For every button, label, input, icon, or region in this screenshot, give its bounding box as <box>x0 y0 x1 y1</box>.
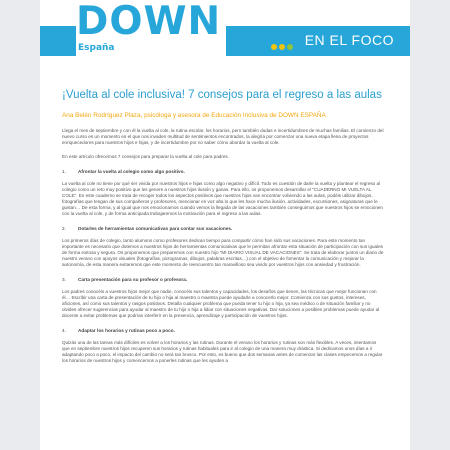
down-espana-logo[interactable] <box>76 2 226 62</box>
article-title: ¡Vuelta al cole inclusiva! 7 consejos para el regreso a las aulas <box>62 89 382 101</box>
tip-number: 1. <box>62 169 66 175</box>
article-byline: Ana Belén Rodríguez Plaza, psicóloga y asesora de Educación Inclusiva de DOWN ESPAÑA <box>62 112 326 119</box>
logo-subtext: España <box>78 43 115 53</box>
dot-icon <box>279 44 285 50</box>
tip-text: La vuelta al cole no tiene por qué ser vivida por nuestros hijos e hijas como algo negativo y difícil. Todo es cuestión de darle la vuelta y plantear el regreso al colegio como un reto muy positivo que les genere a nuestros hijos ilusión y ganas. Para ello, os proponemos desarrollar el "CUADERNO MI VUELTA AL COLE". En este cuaderno se trata de recoger todos los aspectos positivos que nuestros hijos van encontrar volviendo a las aulas, podéis utilizar dibujos, fotografías que tengan de sus compañeros y profesores, mencionar en voz alta lo que les hace mucha ilusión, actividades, excursiones, asignaturas que le gustan… De esta forma, y al igual que nos emocionamos cuando vemos la llegada de las vacaciones también conseguimos que nuestros hijos se emocionen con la vuelta al cole, y de forma anticipada trabajaremos la motivación para el regreso a las aulas. <box>62 181 383 217</box>
tip-text: Los padres conocéis a vuestros hijos mejor que nadie, conocéis sus talentos y capacidades, los desafíos que tienen, las técnicas que mejor funcionan con él… Escribir una carta de presentación de tu hijo o hija al maestro o maestra puede ayudarle a conocerlo mejor. Comienza con sus gustos, intereses, aficiones, así como sus talentos y rasgos positivos. Detalla cualquier problema que pueda tener tu hijo o hija, ya sea médico o de situación familiar y no olvides ofrecer sugerencias para ayudar al maestro de tu hijo o hija a lidiar con situaciones negativas. Dar soluciones a posibles problemas puede ayudar al docente a evitar problemas que podrían interferir en la presencia, aprendizaje y participación de vuestros hijos. <box>62 289 380 319</box>
tip-title: Adaptar los horarios y rutinas poco a poco. <box>78 328 175 334</box>
tip-section <box>62 328 384 364</box>
tip-heading <box>62 169 384 175</box>
tip-number: 2. <box>62 226 66 232</box>
logo-wordmark: DOWN <box>76 0 222 44</box>
tip-title: Carta presentación para su profesor o profesora. <box>78 277 188 283</box>
tip-heading <box>62 328 384 334</box>
dot-icon <box>271 44 277 50</box>
dot-icon <box>287 44 293 50</box>
tip-heading <box>62 277 384 283</box>
tip-title: Afrontar la vuelta al colegio como algo positivo. <box>78 169 185 175</box>
article-content <box>40 88 410 364</box>
article-intro: Llega el mes de septiembre y con él la vuelta al cole, la rutina escolar, los horarios, pero también dudas e incertidumbres de muchas familias. El comienzo del nuevo curso es un momento en el que nos invaden multitud de sentimientos encontrados, la alegría por comenzar una nueva etapa llena de proyectos enriquecedores para nuestros hijos e hijas, y de incertidumbre por no saber cómo abordar la vuelta al cole. <box>62 128 384 146</box>
tip-section <box>62 169 384 217</box>
tip-title: Dotarles de herramientas comunicativas para contar sus vacaciones. <box>78 226 233 232</box>
article-page <box>40 0 410 450</box>
site-header <box>40 0 410 78</box>
section-title: EN EL FOCO <box>304 32 394 48</box>
tip-section <box>62 277 384 319</box>
tip-text: Quizás una de las tareas más difíciles es volver a los horarios y las rutinas. Durante el verano los horarios y rutinas son más flexibles. A veces, intentamos que en septiembre nuestros hijos recuperen sus horarios y rutinas habituales para ir al colegio de una manera muy drástica. Si dedicamos unos días a ir adaptando poco a poco, el impacto del cambio no será tan brusco. Por esto, es bueno que dos semanas antes de comenzar las clases empecemos a regular los horarios de nuestros hijos y comencemos a ponerles rutinas que les ayuden a <box>62 340 383 364</box>
article-intro-2: En este artículo ofrecemos 7 consejos para preparar la vuelta al cole para padres. <box>62 154 229 160</box>
decorative-dots <box>271 37 295 55</box>
tip-number: 3. <box>62 277 66 283</box>
tip-number: 4. <box>62 328 66 334</box>
tip-heading <box>62 226 384 232</box>
tip-text: Los primeros días de colegio, tanto alumnos como profesores dedican tiempo para compartir cómo han sido sus vacaciones. Para este momento tan importante es necesario que dotemos a nuestros hijos de herramientas comunicativas que le permitan afrontar esta situación de participación con sus iguales de forma exitosa y segura. Os proponemos que preparemos con nuestro hijo "MI DIARIO VISUAL DE VACACIONES". Se trata de elaborar juntos un diario de nuestro verano con apoyos visuales (fotografías, pictogramas, dibujos, palabras escritas…) con el objetivo de fomentar la comunicación y mejorar la autonomía, de esta manera evitaremos que este momento de reencuentro tan maravilloso sea vivido por vuestros hijos con ansiedad y frustración. <box>62 238 384 268</box>
tip-section <box>62 226 384 268</box>
